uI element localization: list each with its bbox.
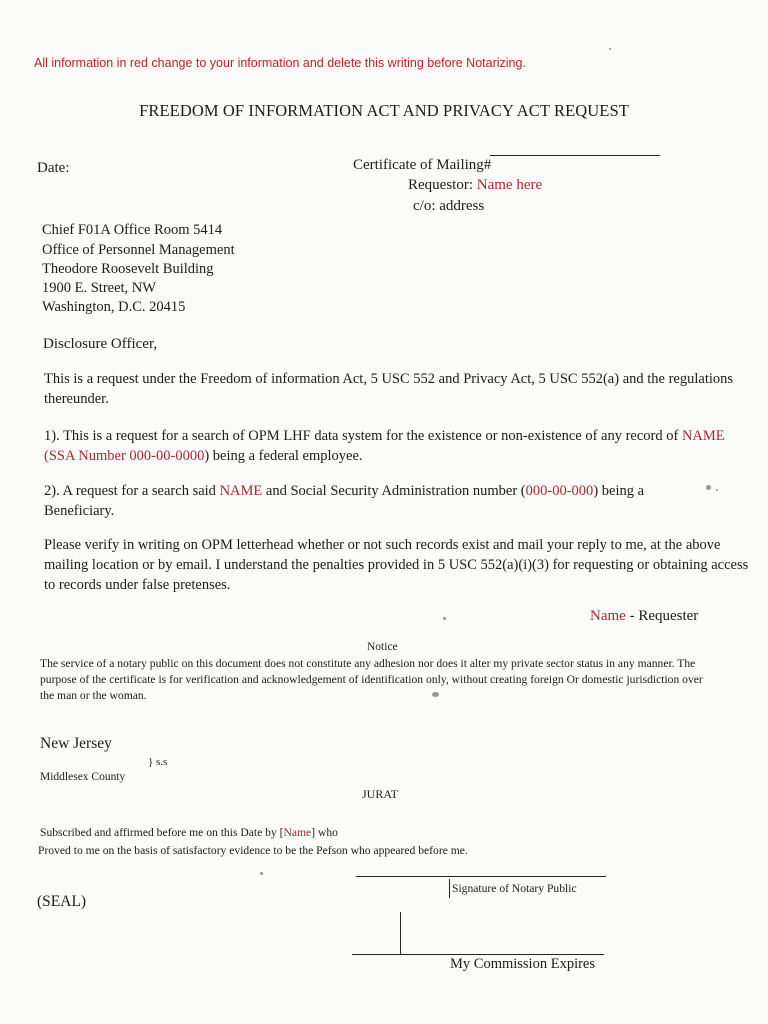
certificate-label: Certificate of Mailing#: [353, 157, 492, 173]
salutation: Disclosure Officer,: [43, 336, 158, 352]
requestor-line: [408, 177, 542, 194]
item-2-text-c: ) being a: [593, 483, 645, 499]
item-2-paragraph: [44, 481, 756, 521]
jurat-heading: JURAT: [362, 787, 399, 801]
item-1-name: NAME: [681, 428, 725, 444]
scan-speck: [716, 489, 718, 491]
notary-signature-line: [356, 876, 606, 877]
item-2-text-a: 2). A request for a search said: [44, 483, 220, 499]
requester-signature: [590, 608, 698, 625]
requestor-label: Requestor:: [408, 177, 473, 193]
subscribed-text-b: ] who: [311, 826, 338, 839]
item-1-text-a: 1). This is a request for a search of OPM LHF data system for the existence or non-existence of any record of: [44, 428, 679, 444]
requester-name: Name: [590, 608, 626, 624]
address-line-1: Chief F01A Office Room 5414: [42, 222, 223, 238]
notice-text: The service of a notary public on this document does not constitute any adhesion nor does it alter my private sector status in any manner. The purpose of the certificate is for verification and acknowledgement of identification only, without creating foreign Or domestic jurisdiction over the man or the woman.: [40, 657, 703, 702]
address-line-2: Office of Personnel Management: [42, 242, 235, 258]
scan-speck: [260, 872, 263, 875]
state-label: New Jersey: [40, 735, 112, 752]
notice-heading: Notice: [367, 641, 398, 653]
notary-signature-divider: [449, 879, 450, 898]
item-1-paragraph: [44, 426, 756, 466]
subscribed-text-a: Subscribed and affirmed before me on this Date by [: [40, 826, 284, 839]
notary-signature-label: Signature of Notary Public: [452, 882, 577, 895]
subscribed-line: [40, 825, 338, 841]
scan-speck: [609, 48, 611, 50]
requestor-value: Name here: [476, 177, 543, 193]
commission-line: [352, 954, 604, 955]
scan-speck: [432, 692, 439, 697]
address-line-3: Theodore Roosevelt Building: [42, 261, 214, 277]
scan-speck: [443, 617, 446, 620]
commission-label: My Commission Expires: [450, 956, 596, 972]
ss-label: } s.s: [148, 756, 168, 768]
county-label: Middlesex County: [40, 771, 126, 783]
verify-paragraph: Please verify in writing on OPM letterhead whether or not such records exist and mail your reply to me, at the above mailing location or by email. I understand the penalties provided in 5 USC 552(a)(i)(3) for requesting or obtaining access to records under false pretenses.: [44, 537, 749, 593]
instruction-note: All information in red change to your information and delete this writing before Notarizing.: [34, 56, 526, 70]
scan-speck: [706, 485, 711, 490]
requester-suffix: - Requester: [625, 608, 699, 624]
date-label: Date:: [37, 160, 70, 176]
seal-label: (SEAL): [37, 893, 87, 910]
address-line-5: Washington, D.C. 20415: [42, 299, 186, 315]
item-2-text-b: and Social Security Administration number (: [262, 483, 526, 499]
document-title: FREEDOM OF INFORMATION ACT AND PRIVACY ACT REQUEST: [139, 101, 629, 120]
item-2-name: NAME: [219, 483, 263, 499]
item-1-text-b: ) being a federal employee.: [204, 448, 363, 464]
proved-line: Proved to me on the basis of satisfactory evidence to be the Pefson who appeared before me.: [38, 844, 468, 857]
subscribed-name: Name: [283, 826, 312, 839]
item-1-ssa: SSA Number 000-00-0000: [48, 448, 205, 464]
commission-divider: [400, 912, 401, 954]
address-line-4: 1900 E. Street, NW: [42, 280, 156, 296]
item-1-paren: (: [44, 448, 49, 464]
care-of-label: c/o: address: [413, 198, 485, 214]
item-2-text-d: Beneficiary.: [44, 503, 115, 519]
certificate-number-line: [490, 155, 660, 156]
intro-paragraph: This is a request under the Freedom of information Act, 5 USC 552 and Privacy Act, 5 USC 552(a) and the regulations thereunder.: [44, 371, 734, 407]
item-2-number: 000-00-000: [525, 483, 594, 499]
